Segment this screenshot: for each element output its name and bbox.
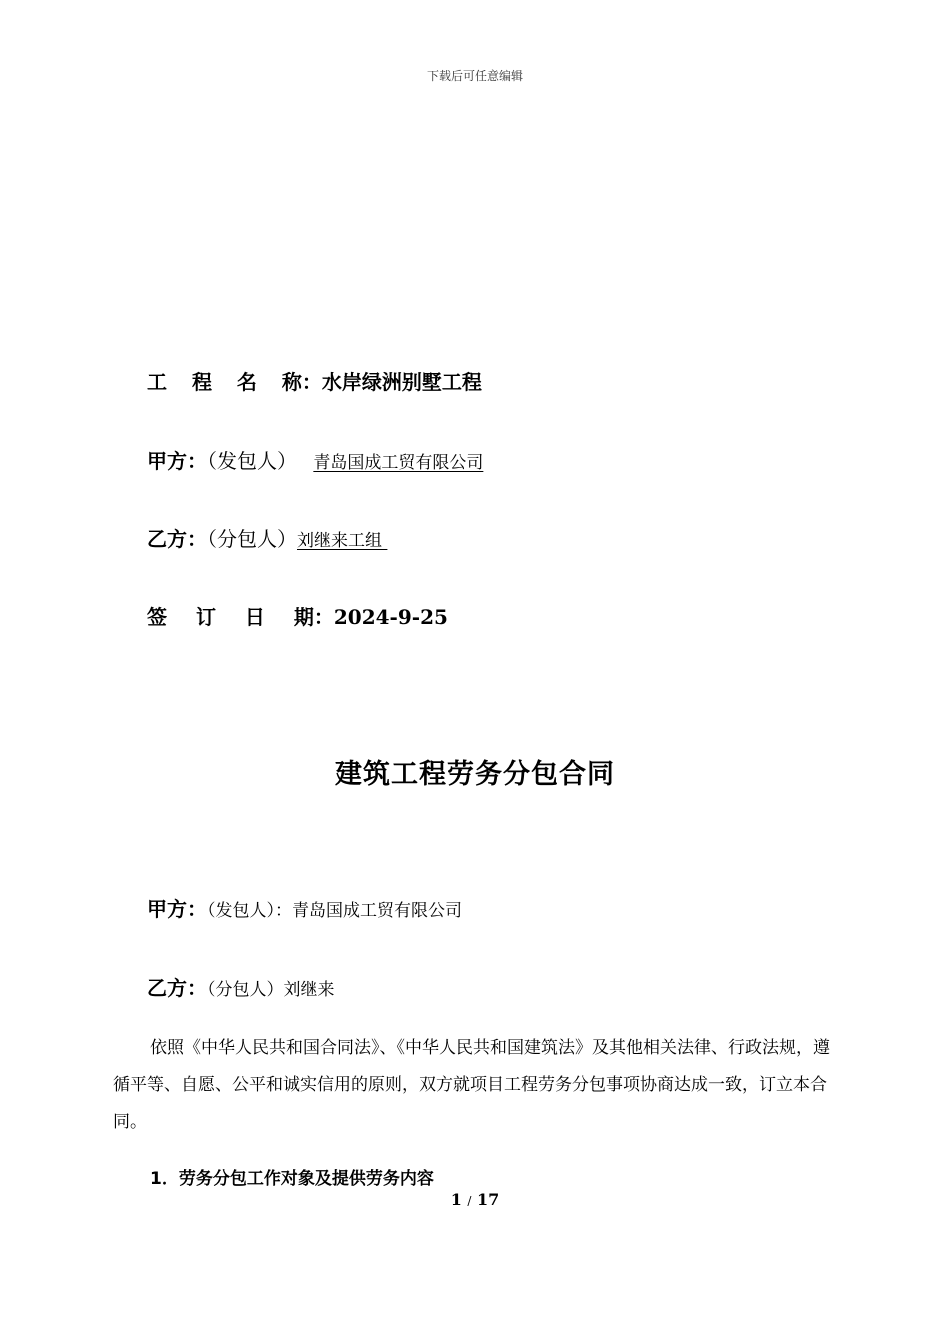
cover-date-row xyxy=(147,601,448,630)
contract-title: 建筑工程劳务分包合同 xyxy=(335,759,615,790)
cover-party-a-role: （发包人） xyxy=(207,449,297,473)
intro-paragraph xyxy=(113,1030,838,1141)
body-party-b-label: 乙方： xyxy=(147,976,207,1000)
cover-project-value: 水岸绿洲别墅工程 xyxy=(321,370,482,394)
cover-date-label: 签 订 日 期： xyxy=(147,605,334,629)
cover-project-row xyxy=(147,366,482,395)
cover-date-value: 2024-9-25 xyxy=(333,605,448,629)
cover-party-b-role: （分包人） xyxy=(207,527,297,551)
cover-party-b-value: 刘继来工组 xyxy=(297,531,388,551)
page-number xyxy=(0,1190,950,1209)
body-party-b-role: （分包人） xyxy=(207,980,284,1000)
page-current: 1 xyxy=(450,1190,462,1209)
body-party-b-value: 刘继来 xyxy=(283,980,335,1000)
cover-project-label: 工 程 名 称： xyxy=(147,370,322,394)
section-1-heading: 1．劳务分包工作对象及提供劳务内容 xyxy=(150,1169,434,1189)
body-party-a-value: 青岛国成工贸有限公司 xyxy=(292,901,462,921)
header-note: 下载后可任意编辑 xyxy=(426,69,523,83)
cover-party-a-value: 青岛国成工贸有限公司 xyxy=(313,453,484,473)
cover-party-b-label: 乙方： xyxy=(147,527,207,551)
cover-party-b-row xyxy=(147,523,387,552)
body-party-a-role: （发包人）： xyxy=(207,901,292,921)
body-party-b-row xyxy=(147,972,335,1001)
page-separator: / xyxy=(467,1194,472,1208)
cover-party-a-label: 甲方： xyxy=(147,449,207,473)
intro-text: 依照《中华人民共和国合同法》、《中华人民共和国建筑法》及其他相关法律、行政法规，遵循平等、自愿、公平和诚实信用的原则，双方就项目工程劳务分包事项协商达成一致，订立本合同。 xyxy=(113,1038,830,1132)
page-total: 17 xyxy=(477,1190,500,1209)
body-party-a-row xyxy=(147,893,462,922)
body-party-a-label: 甲方： xyxy=(147,897,207,921)
cover-party-a-row xyxy=(147,445,483,474)
